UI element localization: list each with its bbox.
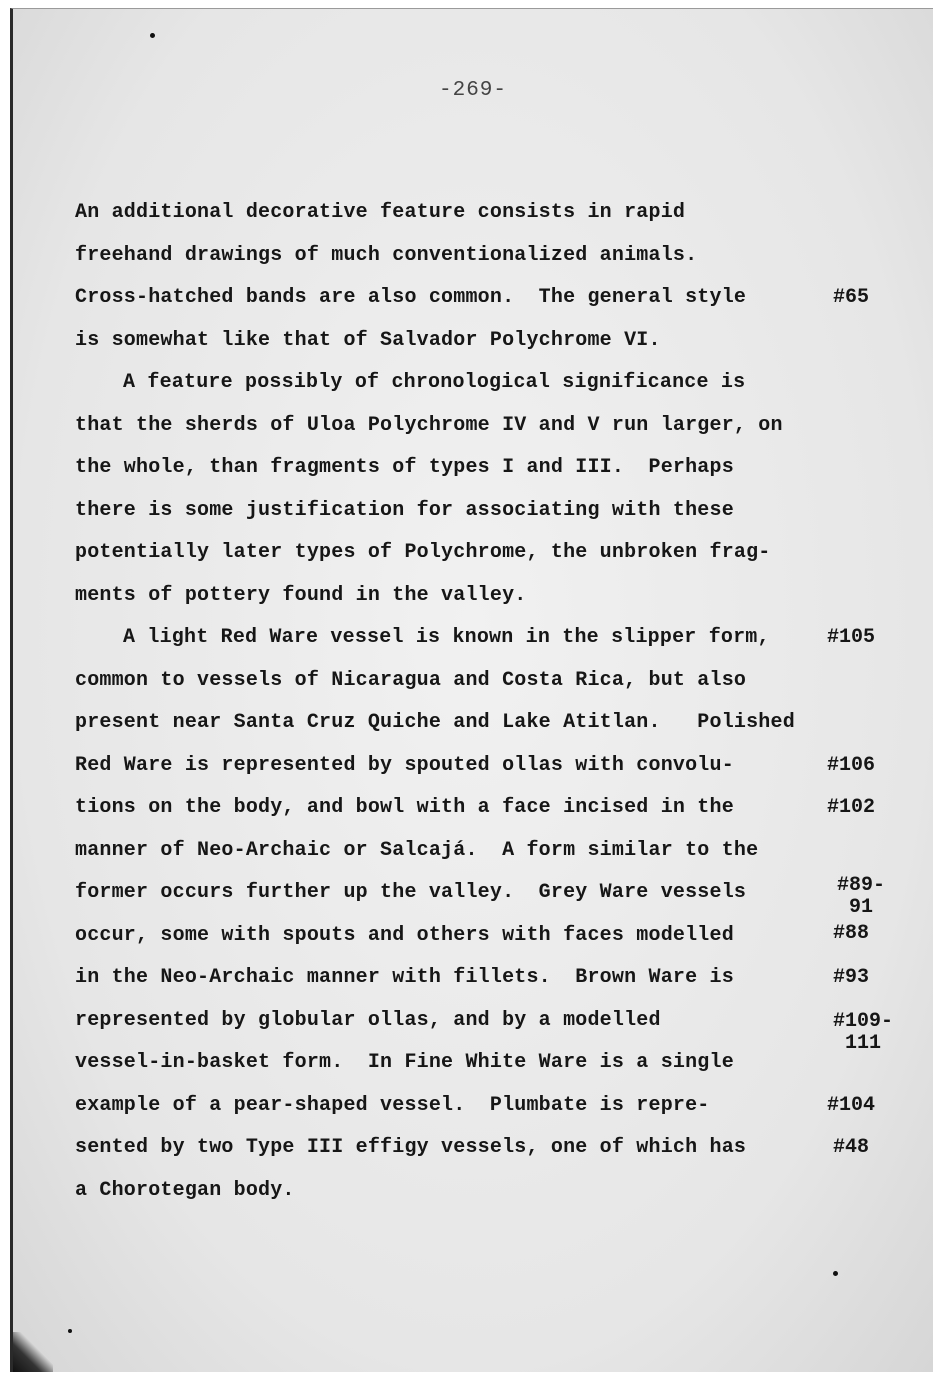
margin-reference: #65 bbox=[832, 286, 869, 309]
text-line: potentially later types of Polychrome, the unbroken frag- bbox=[75, 541, 771, 564]
text-line: former occurs further up the valley. Grey Ware vessels bbox=[75, 881, 747, 904]
page-number: -269- bbox=[438, 79, 507, 102]
text-line: represented by globular ollas, and by a modelled bbox=[75, 1009, 661, 1032]
text-line: A light Red Ware vessel is known in the slipper form, bbox=[123, 626, 770, 649]
text-line: manner of Neo-Archaic or Salcajá. A form similar to the bbox=[75, 839, 759, 862]
text-line: occur, some with spouts and others with faces modelled bbox=[75, 924, 734, 947]
text-line: there is some justification for associating with these bbox=[75, 499, 734, 522]
margin-reference: #105 bbox=[826, 626, 875, 649]
ink-speck bbox=[150, 33, 155, 38]
margin-reference: #106 bbox=[826, 754, 875, 777]
text-line: common to vessels of Nicaragua and Costa Rica, but also bbox=[75, 669, 747, 692]
text-line: freehand drawings of much conventionalized animals. bbox=[75, 244, 698, 267]
text-line: example of a pear-shaped vessel. Plumbate is repre- bbox=[75, 1094, 710, 1117]
text-line: ments of pottery found in the valley. bbox=[75, 584, 527, 607]
text-line: the whole, than fragments of types I and III. Perhaps bbox=[75, 456, 734, 479]
margin-reference: #48 bbox=[832, 1136, 869, 1159]
text-line: vessel-in-basket form. In Fine White Ware is a single bbox=[75, 1051, 734, 1074]
margin-reference: #93 bbox=[832, 966, 869, 989]
text-line: in the Neo-Archaic manner with fillets. Brown Ware is bbox=[75, 966, 734, 989]
text-line: present near Santa Cruz Quiche and Lake Atitlan. Polished bbox=[75, 711, 795, 734]
text-line: An additional decorative feature consists in rapid bbox=[75, 201, 686, 224]
margin-reference: #109- 111 bbox=[833, 1010, 894, 1055]
margin-reference: #88 bbox=[832, 922, 869, 945]
text-line: Cross-hatched bands are also common. The general style bbox=[75, 286, 747, 309]
margin-reference: #104 bbox=[826, 1094, 875, 1117]
margin-reference: #89- 91 bbox=[836, 874, 885, 919]
margin-reference: #102 bbox=[826, 796, 875, 819]
text-line: is somewhat like that of Salvador Polychrome VI. bbox=[75, 329, 661, 352]
text-line: that the sherds of Uloa Polychrome IV and V run larger, on bbox=[75, 414, 783, 437]
scan-shadow bbox=[13, 1332, 53, 1372]
text-line: A feature possibly of chronological significance is bbox=[123, 371, 746, 394]
text-line: Red Ware is represented by spouted ollas with convolu- bbox=[75, 754, 734, 777]
ink-speck bbox=[68, 1329, 72, 1333]
ink-speck bbox=[833, 1271, 838, 1276]
typewritten-page bbox=[10, 8, 933, 1372]
text-line: sented by two Type III effigy vessels, one of which has bbox=[75, 1136, 747, 1159]
text-line: tions on the body, and bowl with a face incised in the bbox=[75, 796, 734, 819]
text-line: a Chorotegan body. bbox=[75, 1179, 295, 1202]
